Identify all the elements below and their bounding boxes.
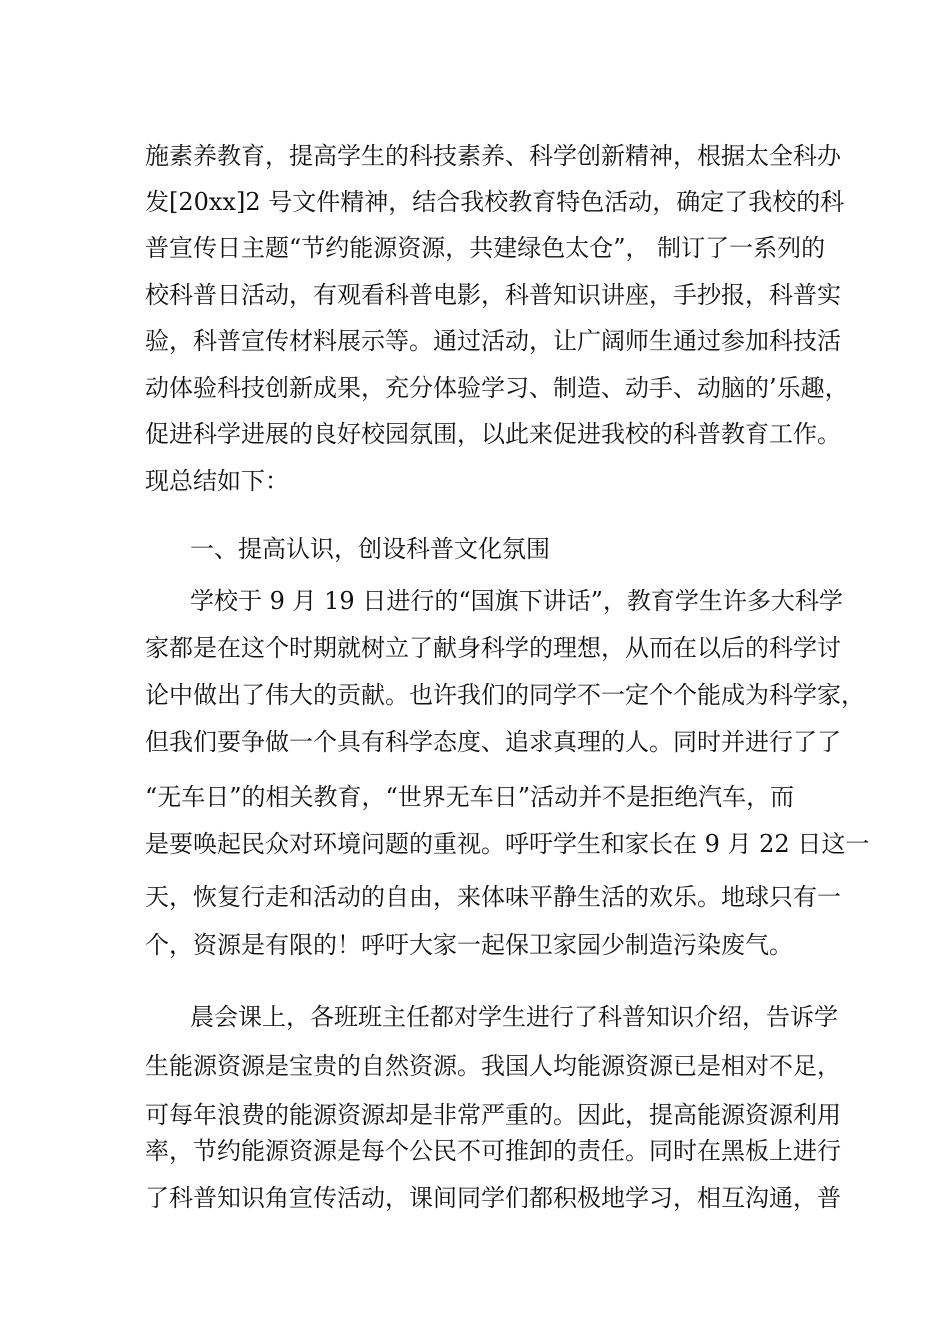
text-line: 了科普知识角宣传活动，课间同学们都积极地学习，相互沟通，普 — [145, 1184, 841, 1212]
text-line: 是要唤起民众对环境问题的重视。呼吁学生和家长在 9 月 22 日这一 — [145, 830, 870, 858]
text-line: “无车日”的相关教育，“世界无车日”活动并不是拒绝汽车，而 — [145, 783, 795, 811]
text-line: 论中做出了伟大的贡献。也许我们的同学不一定个个能成为科学家， — [145, 681, 865, 709]
text-line: 校科普日活动，有观看科普电影，科普知识讲座，手抄报，科普实 — [145, 281, 841, 309]
text-line: 施素养教育，提高学生的科技素养、科学创新精神，根据太全科办 — [145, 142, 841, 170]
text-line: 现总结如下： — [145, 467, 289, 495]
text-line: 验，科普宣传材料展示等。通过活动，让广阔师生通过参加科技活 — [145, 327, 841, 355]
text-line: 发[20xx]2 号文件精神，结合我校教育特色活动，确定了我校的科 — [145, 188, 845, 216]
text-line: 个，资源是有限的！呼吁大家一起保卫家园少制造污染废气。 — [145, 931, 793, 959]
section-heading: 一、提高认识，创设科普文化氛围 — [190, 535, 550, 563]
text-line: 率，节约能源资源是每个公民不可推卸的责任。同时在黑板上进行 — [145, 1137, 841, 1165]
text-line: 可每年浪费的能源资源却是非常严重的。因此，提高能源资源利用 — [145, 1101, 841, 1129]
text-line: 促进科学进展的良好校园氛围，以此来促进我校的科普教育工作。 — [145, 420, 841, 448]
text-line: 动体验科技创新成果，充分体验学习、制造、动手、动脑的’乐趣， — [145, 374, 849, 402]
text-line: 生能源资源是宝贵的自然资源。我国人均能源资源已是相对不足， — [145, 1052, 841, 1080]
text-line: 家都是在这个时期就树立了献身科学的理想，从而在以后的科学讨 — [145, 634, 841, 662]
text-line: 但我们要争做一个具有科学态度、追求真理的人。同时并进行了了 — [145, 728, 841, 756]
text-line: 普宣传日主题“节约能源资源，共建绿色太仓”， 制订了一系列的 — [145, 234, 826, 262]
text-line: 学校于 9 月 19 日进行的“国旗下讲话”，教育学生许多大科学 — [190, 587, 843, 615]
text-line: 天，恢复行走和活动的自由，来体味平静生活的欢乐。地球只有一 — [145, 883, 841, 911]
text-line: 晨会课上，各班班主任都对学生进行了科普知识介绍，告诉学 — [190, 1003, 838, 1031]
